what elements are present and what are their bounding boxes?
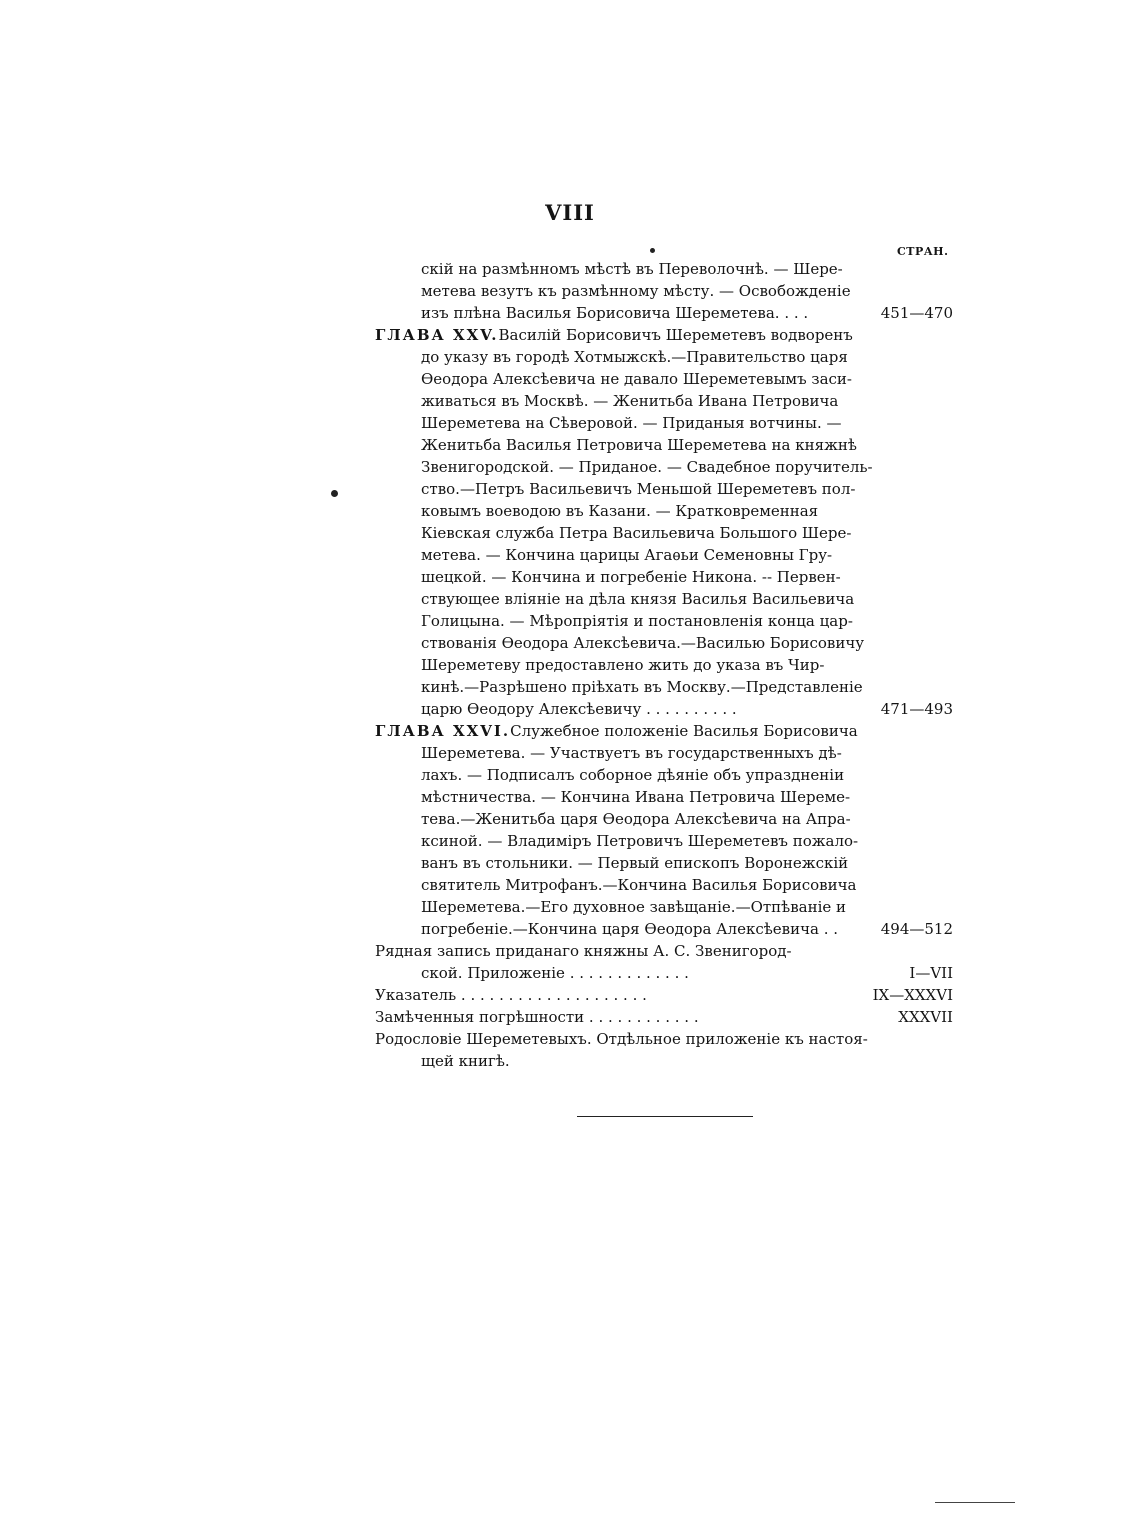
toc-line bbox=[375, 654, 953, 676]
toc-line-text: изъ плѣна Василья Борисовича Шереметева. . . . bbox=[421, 304, 809, 322]
toc-line-text: лахъ. — Подписалъ соборное дѣяніе объ упраздненіи bbox=[421, 766, 845, 784]
toc-line bbox=[375, 258, 953, 280]
toc-line-text: ванъ въ стольники. — Первый епископъ Воронежскій bbox=[421, 854, 849, 872]
toc-line bbox=[375, 544, 953, 566]
ink-speck bbox=[331, 490, 338, 497]
toc-line bbox=[375, 500, 953, 522]
toc-line bbox=[375, 676, 953, 698]
toc-line-text: Шереметева. — Участвуетъ въ государственныхъ дѣ- bbox=[421, 744, 842, 762]
toc-line-text: скій на размѣнномъ мѣстѣ въ Переволочнѣ. — Шере- bbox=[421, 260, 843, 278]
toc-line bbox=[375, 302, 953, 324]
toc-line-text: Указатель . . . . . . . . . . . . . . . . . . . . bbox=[375, 986, 647, 1004]
toc-line bbox=[375, 522, 953, 544]
toc-line-text: живаться въ Москвѣ. — Женитьба Ивана Петровича bbox=[421, 392, 839, 410]
toc-line-text: Замѣченныя погрѣшности . . . . . . . . . . . . bbox=[375, 1008, 699, 1026]
toc-line bbox=[375, 742, 953, 764]
toc-entry-index bbox=[375, 984, 953, 1006]
toc-line-text: ковымъ воеводою въ Казани. — Кратковременная bbox=[421, 502, 819, 520]
page-number: VIII bbox=[545, 200, 595, 225]
toc-line-text: святитель Митрофанъ.—Кончина Василья Борисовича bbox=[421, 876, 857, 894]
toc-line-text: ствующее вліяніе на дѣла князя Василья Васильевича bbox=[421, 590, 855, 608]
ink-speck bbox=[650, 248, 655, 253]
toc-entry-appendix bbox=[375, 940, 953, 984]
toc-line bbox=[375, 852, 953, 874]
toc-line bbox=[375, 368, 953, 390]
toc-line bbox=[375, 786, 953, 808]
toc-entry-genealogy bbox=[375, 1028, 953, 1072]
page-range: 494—512 bbox=[880, 920, 953, 938]
toc-line bbox=[375, 720, 953, 742]
toc-line-text: Голицына. — Мѣропріятія и постановленія конца цар- bbox=[421, 612, 853, 630]
toc-line-text: ксиной. — Владиміръ Петровичъ Шереметевъ пожало- bbox=[421, 832, 859, 850]
pages-column-header: СТРАН. bbox=[897, 245, 949, 258]
toc-line-text: метева. — Кончина царицы Агаѳьи Семеновны Гру- bbox=[421, 546, 833, 564]
toc-line-text: Звенигородской. — Приданое. — Свадебное поручитель- bbox=[421, 458, 873, 476]
toc-entry-chapter-xxvi bbox=[375, 720, 953, 940]
toc-line-text: щей книгѣ. bbox=[421, 1052, 510, 1070]
toc-line bbox=[375, 346, 953, 368]
page-range: XXXVII bbox=[898, 1008, 953, 1026]
toc-line-text: Рядная запись приданаго княжны А. С. Звенигород- bbox=[375, 942, 792, 960]
toc-line bbox=[375, 808, 953, 830]
chapter-heading: ГЛАВА XXV. bbox=[375, 326, 499, 344]
toc-line-text: Шереметева.—Его духовное завѣщаніе.—Отпѣваніе и bbox=[421, 898, 847, 916]
toc-line-text: тева.—Женитьба царя Ѳеодора Алексѣевича на Апра- bbox=[421, 810, 851, 828]
toc-entry-errata bbox=[375, 1006, 953, 1028]
toc-line-text: Шереметеву предоставлено жить до указа въ Чир- bbox=[421, 656, 825, 674]
toc-line bbox=[375, 896, 953, 918]
toc-line bbox=[375, 984, 953, 1006]
toc-line-text: мѣстничества. — Кончина Ивана Петровича Шереме- bbox=[421, 788, 851, 806]
toc-line bbox=[375, 324, 953, 346]
page-range: I—VII bbox=[909, 964, 953, 982]
toc-line-text: ство.—Петръ Васильевичъ Меньшой Шереметевъ пол- bbox=[421, 480, 856, 498]
page-range: 451—470 bbox=[880, 304, 953, 322]
chapter-heading: ГЛАВА XXVI. bbox=[375, 722, 511, 740]
toc-line bbox=[375, 566, 953, 588]
toc-line bbox=[375, 1006, 953, 1028]
toc-line bbox=[375, 412, 953, 434]
toc-line bbox=[375, 874, 953, 896]
toc-line-text: Ѳеодора Алексѣевича не давало Шереметевымъ заси- bbox=[421, 370, 853, 388]
toc-line-text: Кіевская служба Петра Васильевича Большого Шере- bbox=[421, 524, 852, 542]
toc-line bbox=[375, 1050, 953, 1072]
toc-line bbox=[375, 632, 953, 654]
toc-line bbox=[375, 1028, 953, 1050]
toc-line bbox=[375, 698, 953, 720]
toc-line-text: погребеніе.—Кончина царя Ѳеодора Алексѣевича . . bbox=[421, 920, 839, 938]
toc-line-text: Родословіе Шереметевыхъ. Отдѣльное приложеніе къ настоя- bbox=[375, 1030, 868, 1048]
toc-line-text: Василій Борисовичъ Шереметевъ водворенъ bbox=[498, 326, 853, 344]
toc-line-text: царю Ѳеодору Алексѣевичу . . . . . . . . . . bbox=[421, 700, 737, 718]
toc-entry-chapter-xxv bbox=[375, 324, 953, 720]
toc-line bbox=[375, 610, 953, 632]
toc-line-text: Шереметева на Сѣверовой. — Приданыя вотчины. — bbox=[421, 414, 842, 432]
toc-line bbox=[375, 456, 953, 478]
toc-line bbox=[375, 918, 953, 940]
end-rule bbox=[577, 1116, 753, 1117]
toc-line-text: ствованія Ѳеодора Алексѣевича.—Василью Борисовичу bbox=[421, 634, 865, 652]
footer-rule bbox=[935, 1502, 1015, 1503]
toc-line bbox=[375, 280, 953, 302]
toc-line bbox=[375, 434, 953, 456]
toc-line-text: Женитьба Василья Петровича Шереметева на княжнѣ bbox=[421, 436, 857, 454]
toc-line bbox=[375, 764, 953, 786]
toc-line bbox=[375, 390, 953, 412]
toc-line bbox=[375, 478, 953, 500]
toc-line bbox=[375, 588, 953, 610]
toc-line bbox=[375, 962, 953, 984]
toc-line-text: до указу въ городѣ Хотмыжскѣ.—Правительство царя bbox=[421, 348, 848, 366]
toc-line bbox=[375, 940, 953, 962]
page-range: 471—493 bbox=[880, 700, 953, 718]
toc-line bbox=[375, 830, 953, 852]
toc-line-text: шецкой. — Кончина и погребеніе Никона. -- Первен- bbox=[421, 568, 841, 586]
page-range: IX—XXXVI bbox=[872, 986, 953, 1004]
toc-line-text: метева везутъ къ размѣнному мѣсту. — Освобожденіе bbox=[421, 282, 851, 300]
toc-line-text: Служебное положеніе Василья Борисовича bbox=[510, 722, 858, 740]
toc-entry-cont-xxiv bbox=[375, 258, 953, 324]
toc-line-text: кинѣ.—Разрѣшено пріѣхать въ Москву.—Представленіе bbox=[421, 678, 863, 696]
toc-line-text: ской. Приложеніе . . . . . . . . . . . . . bbox=[421, 964, 689, 982]
